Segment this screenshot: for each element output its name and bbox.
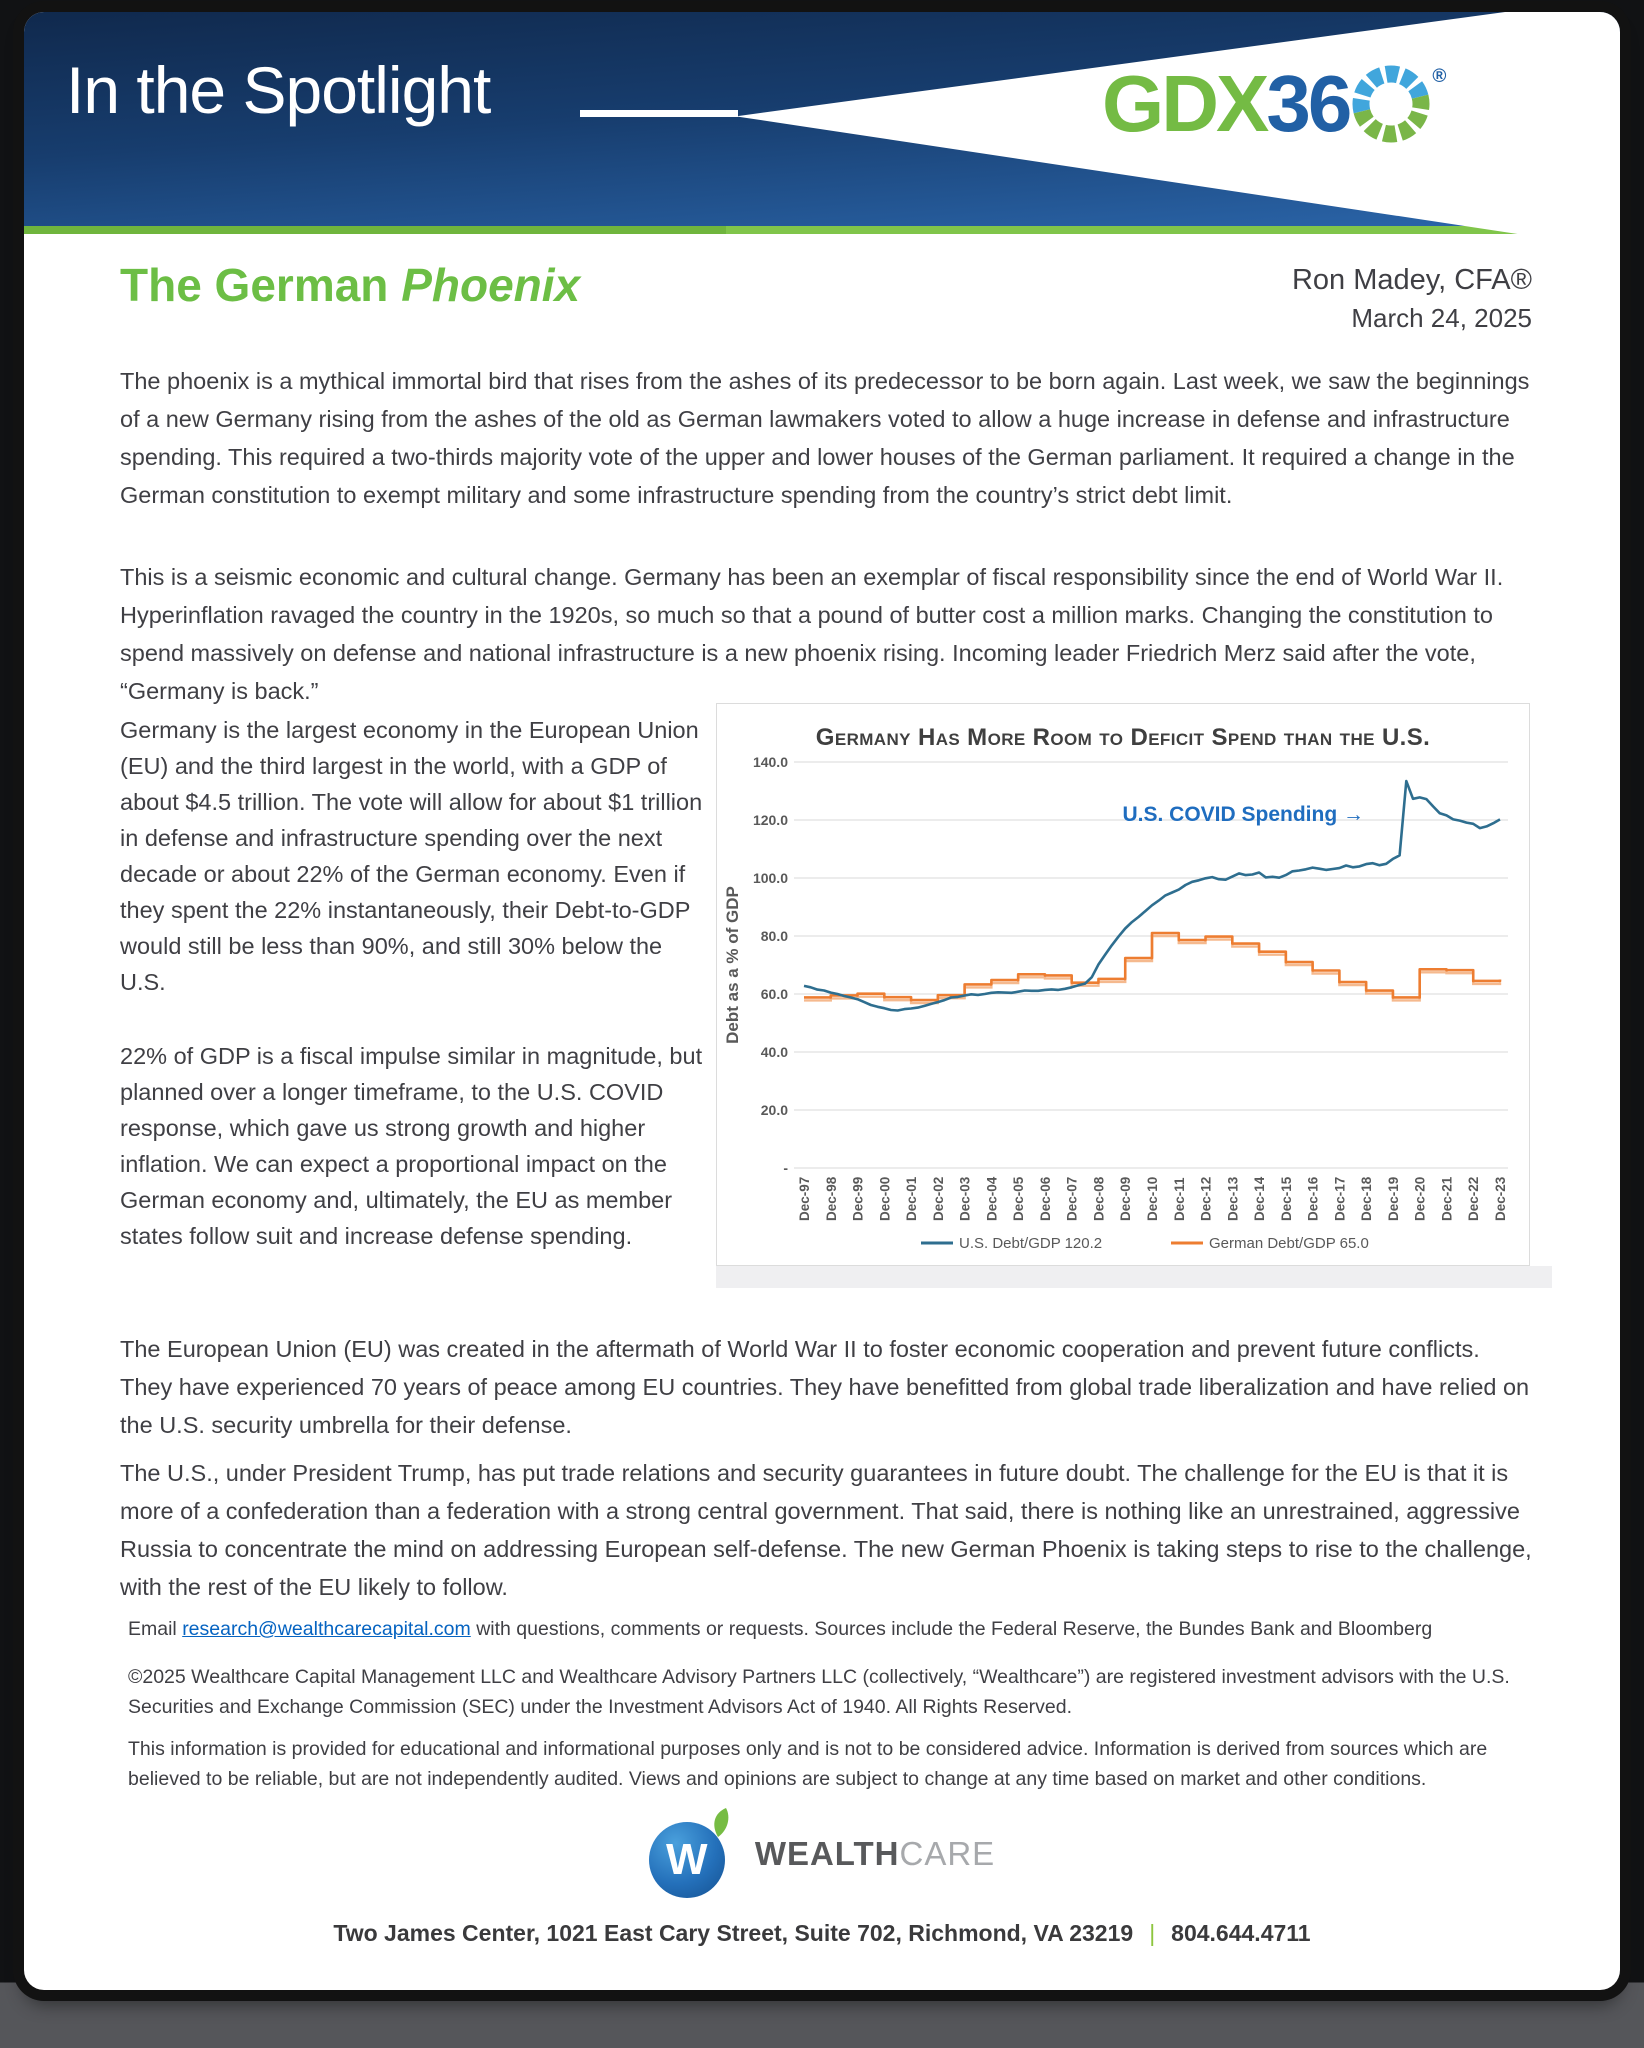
registered-mark: ® bbox=[1432, 66, 1447, 87]
email-link[interactable]: research@wealthcarecapital.com bbox=[182, 1618, 471, 1640]
wealthcare-wordmark-bold: WEALTH bbox=[754, 1835, 900, 1872]
author-byline: Ron Madey, CFA® bbox=[1291, 264, 1532, 296]
svg-text:Dec-10: Dec-10 bbox=[1145, 1176, 1160, 1221]
svg-text:Dec-00: Dec-00 bbox=[877, 1176, 893, 1221]
svg-text:Dec-22: Dec-22 bbox=[1466, 1176, 1482, 1221]
banner-dash-rule bbox=[580, 110, 738, 117]
article-paragraph-2: This is a seismic economic and cultural change. Germany has been an exemplar of fiscal responsibility since the end of World War II. Hyperinflation ravaged the country in the 1920s, so much so that a pound of butter cost a million marks. Changing the constitution to spend massively on defense and national infrastructure is a new phoenix rising. Incoming leader Friedrich Merz said after the vote, “Germany is back.” bbox=[120, 564, 1504, 704]
article-paragraph-1: The phoenix is a mythical immortal bird that rises from the ashes of its predecessor to be born again. Last week, we saw the beginnings of a new Germany rising from the ashes of the old as German lawmakers voted to allow a huge increase in defense and infrastructure spending. This required a two-thirds majority vote of the upper and lower houses of the German parliament. It required a change in the German constitution to exempt military and some infrastructure spending from the country’s strict debt limit. bbox=[120, 368, 1530, 508]
svg-text:Dec-16: Dec-16 bbox=[1305, 1176, 1321, 1221]
wealthcare-logo bbox=[24, 1812, 1620, 1896]
svg-text:Dec-13: Dec-13 bbox=[1225, 1176, 1241, 1221]
article-paragraph-5: The European Union (EU) was created in the aftermath of World War II to foster economic cooperation and prevent future conflicts. They have experienced 70 years of peace among EU countries. They have benefitted from global trade liberalization and have relied on the U.S. security umbrella for their defense. bbox=[120, 1336, 1530, 1438]
article-paragraph-6: The U.S., under President Trump, has put trade relations and security guarantees in future doubt. The challenge for the EU is that it is more of a confederation than a federation with a strong central government. That said, there is nothing like an unrestrained, aggressive Russia to concentrate the mind on addressing European self-defense. The new German Phoenix is taking steps to rise to the challenge, with the rest of the EU likely to follow. bbox=[120, 1460, 1532, 1600]
gdx360-logo bbox=[1102, 59, 1447, 148]
svg-text:Dec-03: Dec-03 bbox=[957, 1176, 973, 1221]
wealthcare-w: W bbox=[666, 1835, 708, 1884]
article-paragraph-4: 22% of GDP is a fiscal impulse similar in magnitude, but planned over a longer timeframe, to the U.S. COVID response, which gave us strong growth and higher inflation. We can expect a proportional impact on the German economy and, ultimately, the EU as member states follow suit and increase defense spending. bbox=[120, 1043, 703, 1249]
newsletter-title: In the Spotlight bbox=[66, 53, 491, 127]
svg-text:Dec-07: Dec-07 bbox=[1064, 1176, 1080, 1221]
newsletter-page bbox=[24, 12, 1620, 1990]
debt-chart bbox=[716, 703, 1530, 1266]
article-title-plain: The German bbox=[120, 259, 402, 311]
wealthcare-circle-icon bbox=[649, 1822, 725, 1898]
svg-text:40.0: 40.0 bbox=[760, 1044, 788, 1060]
svg-text:80.0: 80.0 bbox=[760, 928, 788, 944]
wealthcare-mark-icon bbox=[649, 1812, 733, 1896]
svg-text:Dec-15: Dec-15 bbox=[1278, 1176, 1294, 1221]
svg-text:Germany Has More Room to Defi: Germany Has More Room to Deficit Spend than the U.S. bbox=[815, 724, 1431, 751]
email-suffix: with questions, comments or requests. Sources include the Federal Reserve, the Bundes Bank and Bloomberg bbox=[470, 1618, 1433, 1640]
svg-text:120.0: 120.0 bbox=[752, 812, 788, 828]
article-paragraph-3: Germany is the largest economy in the European Union (EU) and the third largest in the world, with a GDP of about $4.5 trillion. The vote will allow for about $1 trillion in defense and infrastructure spending over the next decade or about 22% of the German economy. Even if they spent the 22% instantaneously, their Debt-to-GDP would still be less than 90%, and still 30% below the U.S. bbox=[120, 717, 703, 995]
svg-text:20.0: 20.0 bbox=[760, 1102, 788, 1118]
svg-text:Dec-06: Dec-06 bbox=[1037, 1176, 1053, 1221]
contact-line bbox=[128, 1614, 1558, 1644]
byline-block bbox=[1292, 264, 1532, 334]
wealthcare-wordmark-light: CARE bbox=[899, 1835, 996, 1872]
legal-disclaimer: This information is provided for educational and informational purposes only and is not to be considered advice. Information is derived from sources which are believed to be reliable, but are not independently audited. Views and opinions are subject to change at any time based on market and other conditions. bbox=[128, 1738, 1488, 1790]
svg-text:Dec-04: Dec-04 bbox=[984, 1176, 1000, 1221]
gdx360-ring-icon bbox=[1344, 57, 1439, 152]
svg-text:Dec-99: Dec-99 bbox=[850, 1176, 866, 1221]
svg-text:-: - bbox=[783, 1160, 788, 1176]
svg-text:Dec-98: Dec-98 bbox=[823, 1176, 839, 1221]
article-title bbox=[120, 258, 580, 312]
svg-text:Dec-01: Dec-01 bbox=[904, 1176, 920, 1221]
banner-green-rule bbox=[24, 226, 1620, 234]
svg-text:Dec-23: Dec-23 bbox=[1493, 1176, 1508, 1221]
header-banner bbox=[24, 12, 1620, 234]
svg-text:U.S. COVID Spending →: U.S. COVID Spending → bbox=[1122, 803, 1364, 826]
svg-text:100.0: 100.0 bbox=[752, 870, 788, 886]
address-line bbox=[24, 1920, 1620, 1947]
svg-text:Dec-05: Dec-05 bbox=[1011, 1176, 1027, 1221]
svg-text:Dec-02: Dec-02 bbox=[930, 1176, 946, 1221]
copyright-notice: ©2025 Wealthcare Capital Management LLC and Wealthcare Advisory Partners LLC (collectively, “Wealthcare”) are registered investment advisors with the U.S. Securities and Exchange Commission (SEC) under the Investment Advisors Act of 1940. All Rights Reserved. bbox=[128, 1666, 1510, 1718]
wealthcare-wordmark bbox=[755, 1835, 995, 1873]
svg-text:Dec-11: Dec-11 bbox=[1171, 1177, 1187, 1221]
svg-text:German Debt/GDP 65.0: German Debt/GDP 65.0 bbox=[1209, 1235, 1369, 1252]
svg-text:Dec-09: Dec-09 bbox=[1118, 1176, 1134, 1221]
svg-text:Dec-97: Dec-97 bbox=[797, 1176, 812, 1221]
gdx360-logo-text-blue: 36 bbox=[1266, 59, 1350, 148]
svg-text:Dec-19: Dec-19 bbox=[1385, 1176, 1401, 1221]
publication-date: March 24, 2025 bbox=[1351, 303, 1532, 333]
svg-text:140.0: 140.0 bbox=[752, 754, 788, 770]
gdx360-logo-text-green: GDX bbox=[1102, 59, 1267, 148]
svg-text:Dec-17: Dec-17 bbox=[1332, 1176, 1348, 1221]
svg-text:60.0: 60.0 bbox=[760, 986, 788, 1002]
svg-text:Dec-18: Dec-18 bbox=[1359, 1176, 1375, 1221]
street-address: Two James Center, 1021 East Cary Street, Suite 702, Richmond, VA 23219 bbox=[333, 1920, 1134, 1946]
svg-text:U.S. Debt/GDP 120.2: U.S. Debt/GDP 120.2 bbox=[959, 1235, 1103, 1252]
address-divider: | bbox=[1149, 1920, 1156, 1946]
debt-chart-svg bbox=[716, 703, 1530, 1271]
email-prefix: Email bbox=[128, 1618, 183, 1640]
svg-text:Dec-20: Dec-20 bbox=[1412, 1176, 1428, 1221]
svg-text:Dec-12: Dec-12 bbox=[1198, 1176, 1214, 1221]
svg-text:Dec-14: Dec-14 bbox=[1252, 1176, 1268, 1221]
chart-bottom-strip bbox=[716, 1266, 1552, 1288]
phone-number: 804.644.4711 bbox=[1171, 1920, 1311, 1946]
svg-text:Dec-21: Dec-21 bbox=[1439, 1176, 1455, 1221]
article-title-italic: Phoenix bbox=[401, 259, 581, 311]
svg-text:Dec-08: Dec-08 bbox=[1091, 1176, 1107, 1221]
svg-text:Debt as a % of GDP: Debt as a % of GDP bbox=[723, 886, 742, 1044]
